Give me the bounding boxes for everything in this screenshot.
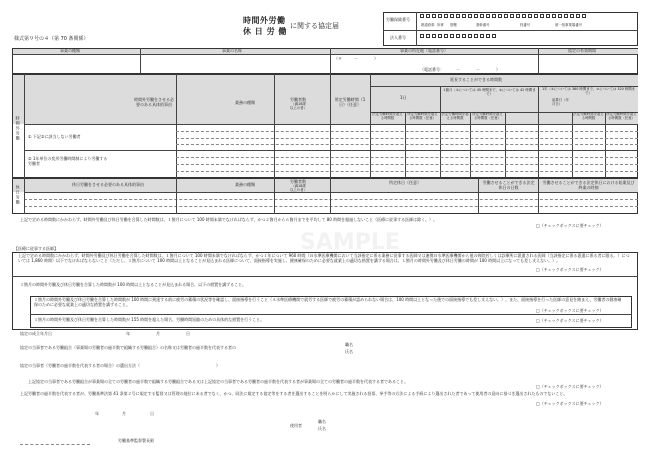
col-month: 1箇月（①については 45 時間まで、②については 42 時間まで） (443, 88, 536, 96)
doctor-para-3: １箇月の時間外労働及び休日労働を合算した時間数が 100 時間に到達する前に疲労の蓄積の状況等を確認し、面接指導を行うこと（Ａ水準医療機関で就労する医師で疲労の蓄積が認められない場合は、100 時間以上となった後での面接指導でも差し支えない。）。また、面接指導を行った医師の意見を踏まえ、労働者の健康確保のために必要な就業上の適切な措置を講ずること。 (34, 297, 622, 307)
sub-scheduled-month: 所定労働時間を超える時間数（任意） (472, 112, 503, 120)
col-overtime-workers: 労働者数 (290, 97, 306, 102)
title-line-holiday: 休 日 労 働 (243, 27, 287, 36)
insurance-number-boxes[interactable] (420, 14, 635, 22)
sign-year: 年 (95, 411, 99, 416)
col-overtime-work-type: 業務の種類 (235, 100, 255, 105)
overtime-row-2-label: ② 1年単位の変形労働時間制により労働する労働者 (28, 156, 108, 166)
col-overtime-workers-sub: （満18歳以上の者） (290, 102, 307, 110)
insurance-sub-3: 基幹番号 (476, 23, 490, 27)
doctor-para-4: １箇月の時間外労働及び休日労働を合算した時間数が 155 時間を超えた場合、労働時間短縮のための具体的な措置を行うこと。 (34, 317, 265, 322)
col-holiday-hours: 労働させることができる法定休日における始業及び終業の時刻 (542, 180, 635, 190)
sub-scheduled-year: 所定労働時間を超える時間数（任意） (606, 112, 637, 120)
insurance-sub-1: 所掌 (437, 23, 444, 27)
sign-month: 月 (122, 411, 126, 416)
corp-label: 法人番号 (390, 35, 406, 40)
col-business-name: 事業の名称 (222, 48, 242, 53)
agreement-year: 年 (126, 331, 130, 336)
title-suffix: に関する協定届 (290, 22, 339, 30)
sub-legal-year: 法定労働時間を超える時間数 (573, 112, 604, 120)
doctor-checkbox-1[interactable]: □（チェックボックスに要チェック） (536, 267, 604, 272)
doctor-para-2: １箇月の時間外労働及び休日労働を合算した時間数が 100 時間以上となることが見込まれる場合、以下の措置を講ずること。 (20, 282, 247, 287)
employer-name: 氏名 (318, 426, 326, 431)
postal-code[interactable]: （〒 － ） (334, 56, 378, 61)
sub-scheduled-day: 所定労働時間を超える時間数（任意） (407, 112, 438, 120)
col-year: 1年（①については 360 時間まで、②については 320 時間まで） (541, 87, 636, 95)
col-business-type: 事業の種類 (60, 48, 80, 53)
insurance-sub-2: 管轄 (450, 23, 457, 27)
insurance-label: 労働保険番号 (386, 17, 410, 22)
doctor-checkbox-3[interactable]: □（チェックボックスに要チェック） (536, 318, 604, 323)
col-holiday-work-type: 業務の種類 (235, 182, 255, 187)
insurance-sub-5: 被一括事業場番号 (555, 23, 583, 27)
statement-1: 上記協定の当事者である労働組合が事業場の全ての労働者の過半数で組織する労働組合である又は上記協定の当事者である労働者の過半数を代表する者が事業場の全ての労働者の過半数を代表する者であること。 (28, 379, 408, 384)
selection-method[interactable]: 協定の当事者（労働者の過半数を代表する者の場合）の選出方法（ ） (20, 363, 220, 368)
union-name: 氏名 (345, 349, 353, 354)
col-day: 1日 (400, 95, 407, 100)
union-line: 協定の当事者である労働組合（事業場の労働者の過半数で組織する労働組合）の名称又は労働者の過半数を代表する者の (20, 345, 236, 350)
employer-position: 職名 (318, 419, 326, 424)
holiday-side-label: 休日労働 (15, 185, 21, 205)
col-business-address: 事業の所在地（電話番号） (400, 48, 448, 53)
sub-legal-day: 法定労働時間を超える時間数 (372, 112, 403, 120)
col-holiday-workers: 労働者数 (290, 179, 306, 184)
employer-label: 使用者 (290, 423, 302, 428)
col-overtime-reason: 時間外労働をさせる必要のある具体的事由 (134, 97, 174, 107)
statement-2: 上記労働者の過半数を代表する者が、労働基準法第 41 条第２号に規定する監督又は管理の地位にある者でなく、かつ、同法に規定する協定等をする者を選出することを明らかにして実施される投票、挙手等の方法による手続により選出された者であって使用者の意向に基づき選出されたものでないこと。 (20, 391, 568, 396)
phone-number[interactable]: （電話番号： － － ） (420, 67, 500, 72)
combined-limit-checkbox[interactable]: □（チェックボックスに要チェック） (536, 223, 604, 228)
union-position: 職名 (345, 342, 353, 347)
sub-legal-month: 法定労働時間を超える時間数 (441, 112, 469, 120)
col-overtime-hours: 所定労働時間（1日）（任意） (334, 97, 366, 107)
sign-day: 日 (150, 411, 154, 416)
col-legal-holiday: 所定休日（任意） (389, 180, 421, 185)
agreement-month: 月 (156, 331, 160, 336)
overtime-side-label: 時間外労働 (15, 116, 21, 141)
doctor-para-1: 上記で定める時間数にかかわらず、時間外労働及び休日労働を合算した時間数は、１箇月について 100 時間未満でなければならず、かつ１年について 960 時間（Ｂ水準医療機関において当該指定に係る業務に従事する医師又は連携Ｂ水準医療機関から他の病院若しくは診療所に派遣される医師（当該指定に係る派遣に係る者に限る。）については 1,860 時間）以下でなければならないこと（ただし、１箇月について 100 時間以上となることが見込まれる医師について、面接指導を実施し、健康確保のために必要な就業上の適切な措置を講ずる場合は、１箇月の時間外労働及び休日労働の時間が 100 時間以上になっても差し支えない。）。 (18, 253, 630, 263)
col-period: 協定の有効期間 (568, 48, 596, 53)
overtime-row-1-label: ① 下記②に該当しない労働者 (28, 134, 81, 139)
col-extendable: 延長することができる時間数 (450, 77, 502, 82)
corp-number-boxes[interactable] (420, 34, 635, 42)
col-holiday-reason: 休日労働をさせる必要のある具体的事由 (72, 182, 144, 187)
form-number: 様式第９号の４（第 70 条関係） (14, 36, 89, 42)
agreement-day: 日 (186, 331, 190, 336)
insurance-sub-0: 都道府県 (421, 23, 435, 27)
sample-watermark: SAMPLE (300, 230, 400, 255)
office-name-line[interactable] (20, 444, 90, 445)
statement-1-checkbox[interactable]: □（チェックボックスに要チェック） (536, 384, 604, 389)
agreement-date-label: 協定の成立年月日 (20, 331, 52, 336)
insurance-sub-4: 枝番号 (520, 23, 531, 27)
doctor-section-header: 【医療に従事する医師】 (14, 246, 58, 251)
statement-2-checkbox[interactable]: □（チェックボックスに要チェック） (536, 401, 604, 406)
col-start-date: 起算日（年月日） (552, 98, 569, 106)
doctor-checkbox-2[interactable]: □（チェックボックスに要チェック） (536, 308, 604, 313)
title-line-overtime: 時間外労働 (243, 16, 286, 25)
labor-office: 労働基準監督署長殿 (118, 438, 154, 443)
col-holiday-days: 労働させることができる法定休日の日数 (482, 180, 535, 190)
col-holiday-workers-sub: （満18歳以上の者） (290, 184, 307, 192)
combined-limit-statement: 上記で定める時間数にかかわらず、時間外労働及び休日労働を合算した時間数は、１箇月について 100 時間未満でなければならず、かつ２箇月から６箇月までを平均して 80 時間を超過しないこと（医療に従事する医師は除く。）。 (20, 217, 438, 222)
